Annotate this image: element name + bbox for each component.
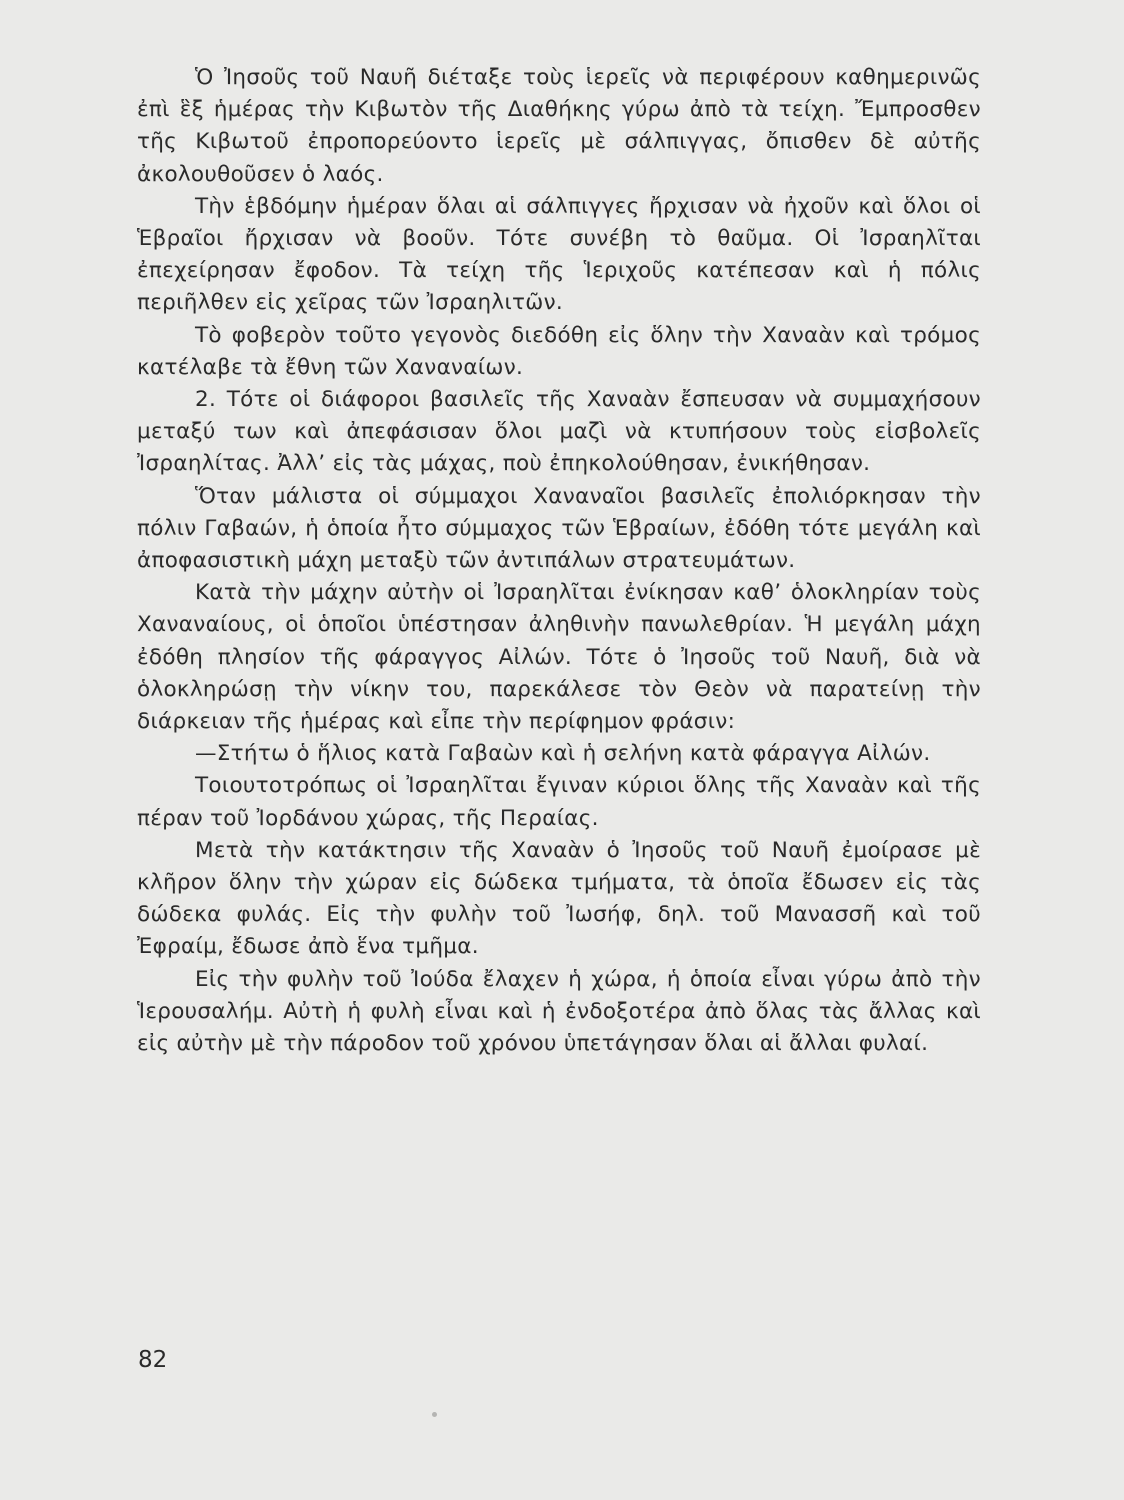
paragraph-3: Τὸ φοβερὸν τοῦτο γεγονὸς διεδόθη εἰς ὅλην τὴν Χαναὰν καὶ τρόμος κατέλαβε τὰ ἔθνη τῶν Χαναναίων.: [137, 322, 981, 380]
paragraph-9: Μετὰ τὴν κατάκτησιν τῆς Χαναὰν ὁ Ἰησοῦς τοῦ Ναυῆ ἐμοίρασε μὲ κλῆρον ὅλην τὴν χώραν εἰς δώδεκα τμήματα, τὰ ὁποῖα ἔδωσεν εἰς τὰς δώδεκα φυλάς. Εἰς τὴν φυλὴν τοῦ Ἰωσήφ, δηλ. τοῦ Μανασσῆ καὶ τοῦ Ἐφραίμ, ἔδωσε ἀπὸ ἕνα τμῆμα.: [137, 837, 981, 960]
page-number: 82: [138, 1347, 168, 1373]
paragraph-6: Κατὰ τὴν μάχην αὐτὴν οἱ Ἰσραηλῖται ἐνίκησαν καθ’ ὁλοκληρίαν τοὺς Χαναναίους, οἱ ὁποῖοι ὑπέστησαν ἀληθινὴν πανωλεθρίαν. Ἡ μεγάλη μάχη ἐδόθη πλησίον τῆς φάραγγος Αἰλών. Τότε ὁ Ἰησοῦς τοῦ Ναυῆ, διὰ νὰ ὁλοκληρώσῃ τὴν νίκην του, παρεκάλεσε τὸν Θεὸν νὰ παρατείνῃ τὴν διάρκειαν τῆς ἡμέρας καὶ εἶπε τὴν περίφημον φράσιν:: [137, 580, 981, 735]
paragraph-8: Τοιουτοτρόπως οἱ Ἰσραηλῖται ἔγιναν κύριοι ὅλης τῆς Χαναὰν καὶ τῆς πέραν τοῦ Ἰορδάνου χώρας, τῆς Περαίας.: [137, 773, 981, 831]
paragraph-4: 2. Τότε οἱ διάφοροι βασιλεῖς τῆς Χαναὰν ἔσπευσαν νὰ συμμαχήσουν μεταξύ των καὶ ἀπεφάσισαν ὅλοι μαζὶ νὰ κτυπήσουν τοὺς εἰσβολεῖς Ἰσραηλίτας. Ἀλλ’ εἰς τὰς μάχας, ποὺ ἐπηκολούθησαν, ἐνικήθησαν.: [137, 387, 981, 477]
paragraph-2: Τὴν ἑβδόμην ἡμέραν ὅλαι αἱ σάλπιγγες ἤρχισαν νὰ ἠχοῦν καὶ ὅλοι οἱ Ἑβραῖοι ἤρχισαν νὰ βοοῦν. Τότε συνέβη τὸ θαῦμα. Οἱ Ἰσραηλῖται ἐπεχείρησαν ἔφοδον. Τὰ τείχη τῆς Ἱεριχοῦς κατέπεσαν καὶ ἡ πόλις περιῆλθεν εἰς χεῖρας τῶν Ἰσραηλιτῶν.: [137, 193, 981, 316]
paragraph-5: Ὅταν μάλιστα οἱ σύμμαχοι Χαναναῖοι βασιλεῖς ἐπολιόρκησαν τὴν πόλιν Γαβαών, ἡ ὁποία ἦτο σύμμαχος τῶν Ἑβραίων, ἐδόθη τότε μεγάλη καὶ ἀποφασιστικὴ μάχη μεταξὺ τῶν ἀντιπάλων στρατευμάτων.: [137, 483, 981, 574]
paragraph-1: Ὁ Ἰησοῦς τοῦ Ναυῆ διέταξε τοὺς ἱερεῖς νὰ περιφέρουν καθημερινῶς ἐπὶ ἓξ ἡμέρας τὴν Κιβωτὸν τῆς Διαθήκης γύρω ἀπὸ τὰ τείχη. Ἔμπροσθεν τῆς Κιβωτοῦ ἐπροπορεύοντο ἱερεῖς μὲ σάλπιγγας, ὄπισθεν δὲ αὐτῆς ἀκολουθοῦσεν ὁ λαός.: [137, 65, 981, 187]
paper-speck: [432, 1412, 437, 1417]
paragraph-7-quote: —Στήτω ὁ ἥλιος κατὰ Γαβαὼν καὶ ἡ σελήνη κατὰ φάραγγα Αἰλών.: [195, 741, 931, 767]
body-text: [137, 62, 981, 1060]
paragraph-10: Εἰς τὴν φυλὴν τοῦ Ἰούδα ἔλαχεν ἡ χώρα, ἡ ὁποία εἶναι γύρω ἀπὸ τὴν Ἱερουσαλήμ. Αὐτὴ ἡ φυλὴ εἶναι καὶ ἡ ἐνδοξοτέρα ἀπὸ ὅλας τὰς ἄλλας καὶ εἰς αὐτὴν μὲ τὴν πάροδον τοῦ χρόνου ὑπετάγησαν ὅλαι αἱ ἄλλαι φυλαί.: [137, 966, 981, 1057]
